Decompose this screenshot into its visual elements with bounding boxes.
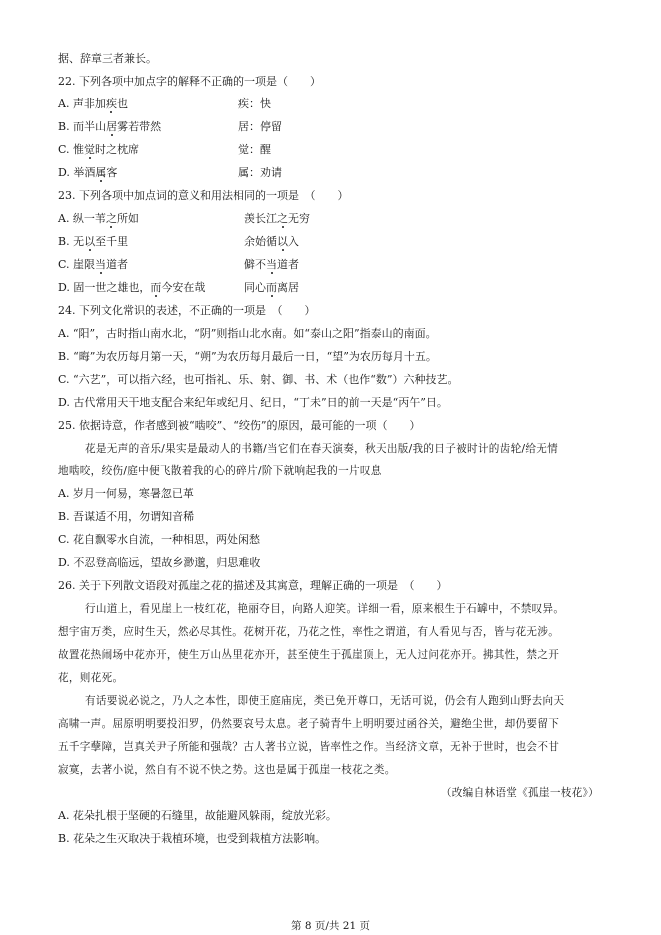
q25-option-b: B. 吾谋适不用，勿谓知音稀	[58, 510, 195, 523]
q25-poem-line: 花是无声的音乐/果实是最动人的书籍/当它们在春天演奏，秋天出版/我的日子被时计的齿轮/给无情	[85, 443, 559, 455]
q26-source: （改编自林语堂《孤崖一枝花》）	[440, 787, 599, 799]
q26-passage-line: 想宇宙万类，应时生天，然必尽其性。花树开花，乃花之性，率性之谓道，有人看见与否，皆与花无涉。	[58, 626, 560, 638]
q25-stem: 25. 依据诗意，作者感到被“啮咬”、“绞伤”的原因，最可能的一项（ ）	[58, 419, 421, 432]
q23-option-a-left: A. 纵一苇之所如	[58, 212, 139, 225]
q22-option-a-gloss: 疾：快	[238, 97, 271, 110]
q22-stem: 22. 下列各项中加点字的解释不正确的一项是（ ）	[58, 75, 321, 88]
q24-option-a: A. “阳”，古时指山南水北，“阴”则指山北水南。如“泰山之阳”指泰山的南面。	[58, 327, 437, 340]
q24-option-b: B. “晦”为农历每月第一天，“朔”为农历每月最后一日，“望”为农历每月十五。	[58, 350, 437, 363]
q25-option-a: A. 岁月一何易，寒暑忽已革	[58, 487, 194, 500]
q25-option-c: C. 花自飘零水自流，一种相思，两处闲愁	[58, 533, 261, 546]
q25-poem-line: 地啮咬，绞伤/庭中便飞散着我的心的碎片/阶下就响起我的一片叹息	[58, 465, 382, 477]
q22-option-a: A. 声非加疾也	[58, 97, 128, 110]
q22-option-d: D. 举酒属客	[58, 166, 118, 179]
q22-option-b-gloss: 居：停留	[238, 120, 282, 133]
q26-passage-line: 故置花热闹场中花亦开，使生万山丛里花亦开，甚至使生于孤崖顶上，无人过问花亦开。拂其性，禁之开	[58, 649, 560, 661]
q26-passage-line: 寂寞，去著小说，然自有不说不快之势。这也是属于孤崖一枝花之类。	[58, 764, 396, 776]
q26-passage-line: 有话要说必说之，乃人之本性，即使王庭庙庑，类已免开尊口，无话可说，仍会有人跑到山野去向天	[85, 695, 565, 707]
q22-option-b: B. 而半山居雾若带然	[58, 120, 162, 133]
q26-passage-line: 五千字孽障，岂真关尹子所能和强哉？古人著书立说，皆率性之作。当经济文章，无补于世时，也会不甘	[58, 741, 560, 753]
page-footer: 第 8 页/共 21 页	[291, 920, 370, 932]
q23-option-d-right: 同心而离居	[244, 281, 299, 294]
q26-stem: 26. 关于下列散文语段对孤崖之花的描述及其寓意，理解正确的一项是 （ ）	[58, 579, 448, 592]
q24-option-d: D. 古代常用天干地支配合来纪年或纪月、纪日，“丁未”日的前一天是“丙午”日。	[58, 396, 448, 409]
intro-line: 据、辞章三者兼长。	[58, 52, 157, 65]
q22-option-c-gloss: 觉：醒	[238, 143, 271, 156]
q24-stem: 24. 下列文化常识的表述，不正确的一项是 （ ）	[58, 304, 316, 317]
q23-option-c-left: C. 崖限当道者	[58, 258, 129, 271]
q26-option-b: B. 花朵之生灭取决于栽植环境，也受到栽植方法影响。	[58, 832, 327, 845]
q26-option-a: A. 花朵扎根于坚硬的石缝里，故能避风躲雨，绽放光彩。	[58, 809, 337, 822]
q25-option-d: D. 不忍登高临远，望故乡渺邈，归思难收	[58, 556, 261, 569]
q23-option-d-left: D. 固一世之雄也，而今安在哉	[58, 281, 206, 294]
q24-option-c: C. “六艺”，可以指六经，也可指礼、乐、射、御、书、术（也作“数”）六种技艺。	[58, 373, 459, 386]
q22-option-d-gloss: 属：劝请	[238, 166, 282, 179]
q23-option-b-left: B. 无以至千里	[58, 235, 129, 248]
q26-passage-line: 花，则花死。	[58, 672, 124, 684]
q23-option-c-right: 僻不当道者	[244, 258, 299, 271]
q23-option-a-right: 羡长江之无穷	[244, 212, 310, 225]
q22-option-c: C. 惟觉时之枕席	[58, 143, 140, 156]
q23-option-b-right: 余始循以入	[244, 235, 299, 248]
q26-passage-line: 行山道上，看见崖上一枝红花，艳丽夺目，向路人迎笑。详细一看，原来根生于石罅中，不禁叹异。	[85, 603, 565, 615]
q26-passage-line: 高啸一声。屈原明明要投汨罗，仍然要哀号太息。老子骑青牛上明明要过函谷关，避绝尘世，却仍要留下	[58, 718, 560, 730]
q23-stem: 23. 下列各项中加点词的意义和用法相同的一项是 （ ）	[58, 189, 349, 202]
